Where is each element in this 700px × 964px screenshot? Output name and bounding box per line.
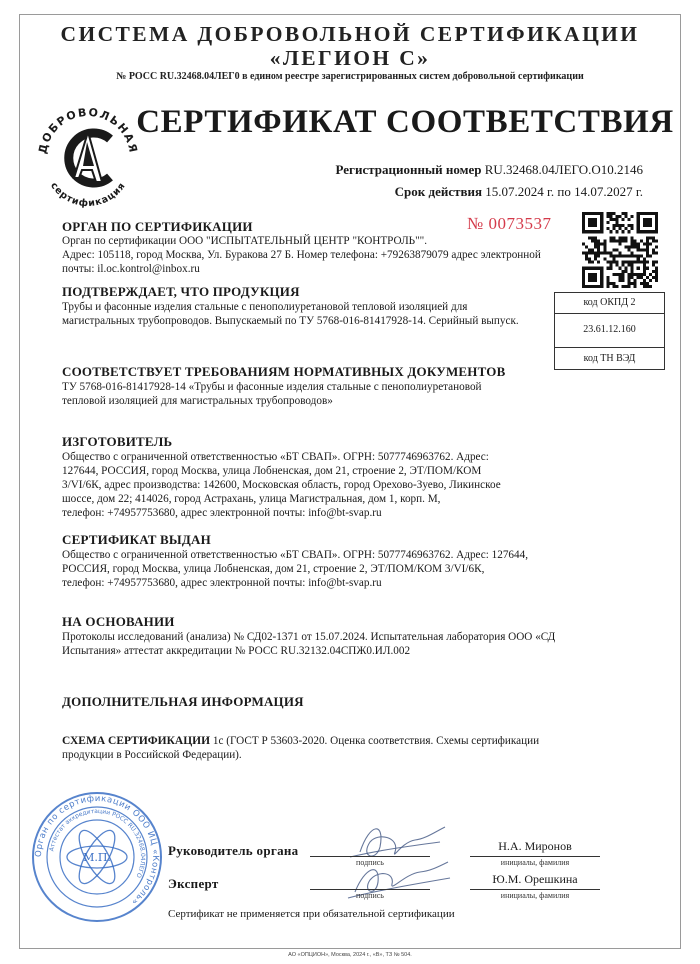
expert-name: Ю.М. Орешкина bbox=[492, 872, 578, 886]
certification-body-line: Орган по сертификации ООО "ИСПЫТАТЕЛЬНЫЙ ЦЕНТР "КОНТРОЛЬ"". bbox=[62, 235, 428, 247]
head-of-body-label: Руководитель органа bbox=[168, 843, 299, 858]
tnved-label: код ТН ВЭД bbox=[583, 353, 636, 364]
certification-body-heading: ОРГАН ПО СЕРТИФИКАЦИИ bbox=[62, 219, 253, 234]
certification-body-line: Адрес: 105118, город Москва, Ул. Буракова 27 Б. Номер телефона: +79263879079 адрес электронной bbox=[62, 249, 541, 261]
scheme-line-1 bbox=[62, 734, 602, 748]
product-line: Трубы и фасонные изделия стальные с пенополиуретановой тепловой изоляцией для bbox=[62, 301, 468, 313]
serial-number: № 0073537 bbox=[467, 214, 552, 233]
okpd-label: код ОКПД 2 bbox=[555, 293, 664, 314]
stamp-inner-text: Аттестат аккредитации РОСС RU.32468.04ЛЕГО bbox=[48, 807, 147, 879]
scheme-text bbox=[62, 734, 602, 762]
logo-ring-text: ДОБРОВОЛЬНАЯ bbox=[36, 105, 140, 155]
manufacturer-line: шоссе, дом 22; 414026, город Астрахань, улица Магистральная, дом 1, корп. М, bbox=[62, 493, 441, 505]
basis-line: Протоколы исследований (анализа) № СД02-1371 от 15.07.2024. Испытательная лаборатория ООО «СД bbox=[62, 631, 556, 643]
product-line: магистральных трубопроводов. Выпускаемый по ТУ 5768-016-81417928-14. Серийный выпуск. bbox=[62, 315, 519, 327]
certification-body-line: почты: il.oc.kontrol@inbox.ru bbox=[62, 263, 200, 275]
product-heading: ПОДТВЕРЖДАЕТ, ЧТО ПРОДУКЦИЯ bbox=[62, 284, 300, 299]
product-text bbox=[62, 300, 547, 328]
manufacturer-line: телефон: +74957753680, адрес электронной почты: info@bt-svap.ru bbox=[62, 507, 382, 519]
additional-info-heading: ДОПОЛНИТЕЛЬНАЯ ИНФОРМАЦИЯ bbox=[62, 694, 304, 709]
certification-body-text bbox=[62, 234, 572, 276]
legion-c-logo-icon bbox=[30, 96, 146, 212]
manufacturer-line: Общество с ограниченной ответственностью «БТ СВАП». ОГРН: 5077746963762. Адрес: bbox=[62, 451, 489, 463]
scheme-text-part1: 1с (ГОСТ Р 53603-2020. Оценка соответствия. Схемы сертификации bbox=[210, 735, 540, 747]
issued-to-line: Общество с ограниченной ответственностью «БТ СВАП». ОГРН: 5077746963762. Адрес: 127644, bbox=[62, 549, 529, 561]
validity-label: Срок действия bbox=[394, 184, 483, 199]
basis-text bbox=[62, 630, 622, 658]
requirements-heading: СООТВЕТСТВУЕТ ТРЕБОВАНИЯМ НОРМАТИВНЫХ ДОКУМЕНТОВ bbox=[62, 364, 506, 379]
scheme-line-2: продукции в Российской Федерации). bbox=[62, 749, 242, 761]
expert-name-caption: инициалы, фамилия bbox=[470, 889, 600, 900]
manufacturer-line: 127644, РОССИЯ, город Москва, улица Лобненская, дом 21, строение 2, ЭТ/ПОМ/КОМ bbox=[62, 465, 482, 477]
basis-line: Испытания» аттестат аккредитации № РОСС RU.32132.04СПЖ0.ИЛ.002 bbox=[62, 645, 411, 657]
stamp-seal-icon bbox=[30, 790, 164, 924]
stamp-center-text: М.П. bbox=[83, 851, 111, 864]
system-name-line1: СИСТЕМА ДОБРОВОЛЬНОЙ СЕРТИФИКАЦИИ bbox=[60, 22, 640, 46]
requirements-text bbox=[62, 380, 562, 408]
requirements-line: ТУ 5768-016-81417928-14 «Трубы и фасонные изделия стальные с пенополиуретановой bbox=[62, 381, 482, 393]
registration-number-line bbox=[336, 162, 643, 178]
registration-value: RU.32468.04ЛЕГО.О10.2146 bbox=[484, 162, 643, 177]
scheme-label: СХЕМА СЕРТИФИКАЦИИ bbox=[62, 735, 211, 747]
registration-label: Регистрационный номер bbox=[335, 162, 482, 177]
expert-label: Эксперт bbox=[168, 876, 219, 891]
applicability-note: Сертификат не применяется при обязательной сертификации bbox=[168, 908, 455, 920]
codes-box bbox=[554, 292, 665, 370]
issued-to-heading: СЕРТИФИКАТ ВЫДАН bbox=[62, 532, 211, 547]
basis-heading: НА ОСНОВАНИИ bbox=[62, 614, 175, 629]
stamp-outer-text: Орган по сертификации ООО ИЦ «Контроль» bbox=[33, 793, 161, 908]
head-signature-caption: подпись bbox=[310, 856, 430, 867]
requirements-line: тепловой изоляцией для магистральных трубопроводов» bbox=[62, 395, 333, 407]
printer-footer: АО «ОПЦИОН», Москва, 2024 г., «В», ТЗ № 504. bbox=[288, 952, 412, 958]
validity-value: 15.07.2024 г. по 14.07.2027 г. bbox=[485, 184, 643, 199]
head-name: Н.А. Миронов bbox=[498, 839, 572, 853]
qr-code-icon bbox=[582, 212, 658, 288]
issued-to-line: РОССИЯ, город Москва, улица Лобненская, дом 21, строение 2, ЭТ/ПОМ/КОМ 3/VI/6К, bbox=[62, 563, 485, 575]
manufacturer-heading: ИЗГОТОВИТЕЛЬ bbox=[62, 434, 173, 449]
manufacturer-text bbox=[62, 450, 562, 520]
expert-signature-caption: подпись bbox=[310, 889, 430, 900]
issued-to-line: телефон: +74957753680, адрес электронной почты: info@bt-svap.ru bbox=[62, 577, 382, 589]
okpd-value: 23.61.12.160 bbox=[555, 313, 664, 348]
manufacturer-line: 3/VI/6К, адрес производства: 142600, Московская область, город Орехово-Зуево, Ликинское bbox=[62, 479, 501, 491]
system-name-line2: «ЛЕГИОН С» bbox=[269, 46, 431, 70]
registry-note: № РОСС RU.32468.04ЛЕГ0 в едином реестре зарегистрированных систем добровольной сертификации bbox=[116, 71, 584, 82]
validity-line bbox=[395, 184, 643, 200]
head-name-caption: инициалы, фамилия bbox=[470, 856, 600, 867]
issued-to-text bbox=[62, 548, 582, 590]
logo-ring-text-bottom: сертификация bbox=[48, 180, 128, 210]
certificate-title: СЕРТИФИКАТ СООТВЕТСТВИЯ bbox=[136, 104, 674, 140]
